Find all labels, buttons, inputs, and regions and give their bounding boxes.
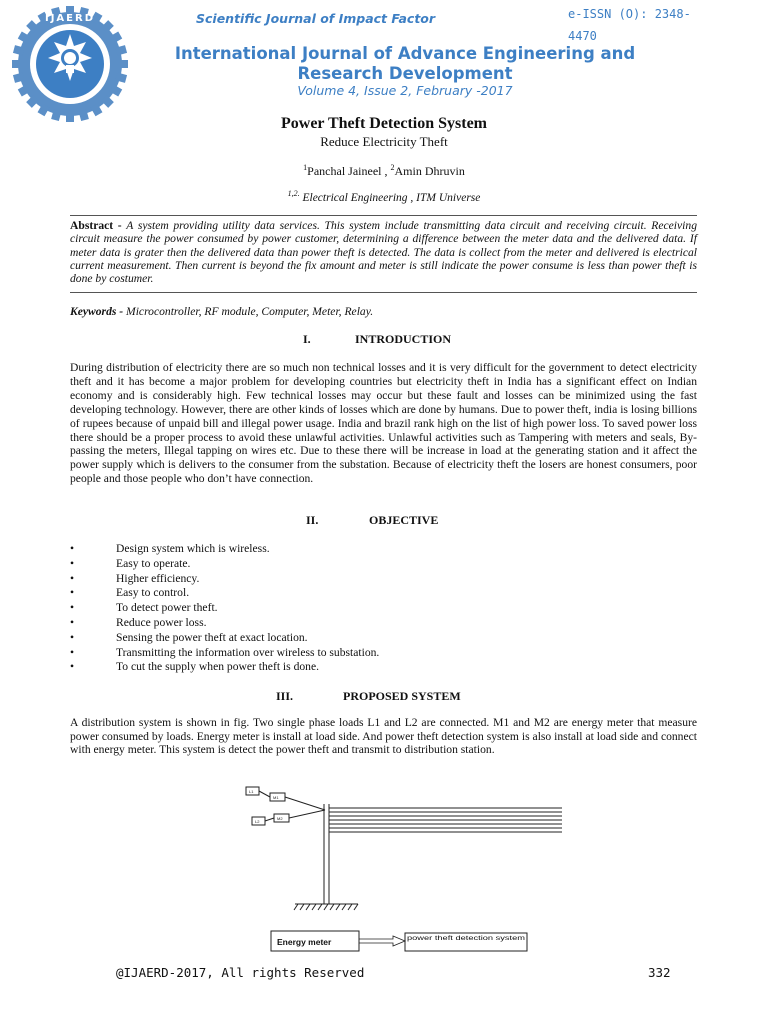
list-item: • To detect power theft. <box>70 601 218 615</box>
arrow <box>359 936 405 946</box>
footer-copyright: @IJAERD-2017, All rights Reserved <box>116 965 365 980</box>
author1-sup: 1 <box>303 163 308 172</box>
author2: Amin Dhruvin <box>394 164 465 178</box>
bullet: • <box>70 660 75 674</box>
list-item: • Higher efficiency. <box>70 571 200 585</box>
page-number: 332 <box>648 965 671 980</box>
section-title: INTRODUCTION <box>355 332 452 346</box>
meter2-label: M2 <box>277 816 283 821</box>
bullet: • <box>70 556 75 570</box>
bullet: • <box>70 571 75 585</box>
keywords <box>70 305 697 318</box>
abstract-label: Abstract - <box>70 219 127 232</box>
list-item: • Transmitting the information over wireless to substation. <box>70 645 380 659</box>
wire <box>289 810 325 818</box>
author2-sup: 2 <box>390 163 395 172</box>
wire <box>265 818 274 821</box>
block-diagram <box>265 925 535 960</box>
load1-label: L1 <box>249 789 254 794</box>
impact-factor-label: Scientific Journal of Impact Factor <box>196 11 436 26</box>
bullet: • <box>70 615 75 629</box>
affil-sup: 1,2. <box>287 189 300 198</box>
authors <box>0 163 768 179</box>
section-number: III. <box>276 689 294 703</box>
journal-title: International Journal of Advance Engineering and Research Development <box>174 44 636 83</box>
abstract-bottom-rule <box>70 292 697 293</box>
list-item: • To cut the supply when power theft is done. <box>70 660 320 674</box>
detection-system-label: power theft detection system <box>407 935 526 942</box>
abstract <box>70 219 697 285</box>
affiliation <box>0 189 768 204</box>
introduction-body: During distribution of electricity there are so much non technical losses and it is very difficult for the government to detect electricity theft and it has become a major problem for developing countries but electricity theft in India has a significant effect on Indian economy and is considerably high. Few technical losses may occur but these fault and losses can be minimized using the fast developing technology. However, there are other kinds of losses which are done by humans. Due to power theft, india is losing billions of rupees because of unpaid bill and illegal power usage. India and brazil rank high on the list of high power loss. To saved power loss there should be a proper process to avoid these unlawful activities. Unlawful activities such as Tampering with meters and seals, By-passing the meters, Illegal tapping on wires etc. Due to these there will be increase in load at the generating station and it affect the power supply which is delivers to the consumer from the substation. Because of electricity theft the losers are honest consumers, poor people and those people who don’t have connection. <box>70 361 697 486</box>
bullet: • <box>70 645 75 659</box>
volume-issue: Volume 4, Issue 2, February -2017 <box>297 83 513 98</box>
paper-subtitle: Reduce Electricity Theft <box>320 134 448 149</box>
issn-label: e-ISSN (O): 2348-4470 <box>568 7 691 43</box>
list-item: • Easy to control. <box>70 586 190 600</box>
abstract-top-rule <box>70 215 697 216</box>
bullet: • <box>70 601 75 615</box>
proposed-system-body: A distribution system is shown in fig. Two single phase loads L1 and L2 are connected. M1 and M2 are energy meter that measure power consumed by loads. Energy meter is install at load side. And power theft detection system is also install at load side and connect with energy meter. This system is detect the power theft and transmit to distribution station. <box>70 716 697 757</box>
gear-tooth <box>12 60 22 68</box>
list-item: • Design system which is wireless. <box>70 542 270 555</box>
author1: Panchal Jaineel , <box>307 164 391 178</box>
keywords-label: Keywords - <box>70 305 127 318</box>
section-title: OBJECTIVE <box>369 513 439 527</box>
list-item: • Easy to operate. <box>70 556 191 570</box>
section-number: II. <box>306 513 319 527</box>
energy-meter-label: Energy meter <box>277 937 332 947</box>
wire <box>285 797 325 810</box>
section-number: I. <box>303 332 311 346</box>
abstract-text: A system providing utility data services. This system include transmitting data circuit and receiving circuit. Receiving circuit measure the power consumed by power customer, determining a difference between the meter data and the delivered data. If meter data is grater then the delivered data than power theft is detected. The data is collect from the meter and delivered is electrical current measurement. Then current is beyond the fix amount and meter is still indicate the power consume is less than power theft is done by costumer. <box>70 219 697 286</box>
journal-logo <box>10 4 130 124</box>
list-item: • Sensing the power theft at exact location. <box>70 630 308 644</box>
affiliation-text: Electrical Engineering , ITM Universe <box>299 191 481 204</box>
section-title: PROPOSED SYSTEM <box>343 689 461 703</box>
paper-title: Power Theft Detection System <box>280 115 488 132</box>
gear-tooth <box>118 60 128 68</box>
bullet: • <box>70 630 75 644</box>
meter1-label: M1 <box>273 795 279 800</box>
list-item: • Reduce power loss. <box>70 615 207 629</box>
bullet: • <box>70 586 75 600</box>
bullet: • <box>70 542 75 555</box>
objective-list <box>70 542 630 675</box>
logo-lettering: IJAERD <box>44 13 96 24</box>
load2-label: L2 <box>255 819 260 824</box>
keywords-text: Microcontroller, RF module, Computer, Meter, Relay. <box>126 305 374 318</box>
wire <box>259 791 270 797</box>
